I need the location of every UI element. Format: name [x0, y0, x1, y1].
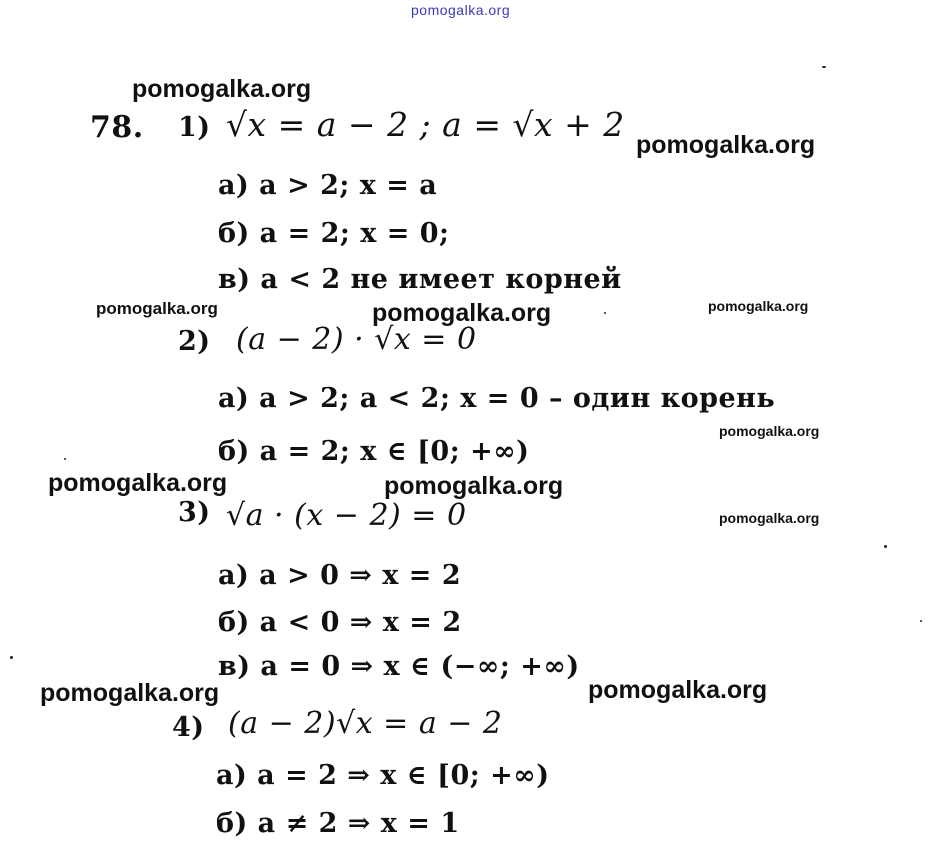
part1-case-v: в) a < 2 не имеет корней [218, 264, 622, 295]
watermark: pomogalka.org [588, 676, 768, 704]
scan-speck [10, 656, 13, 659]
watermark: pomogalka.org [708, 298, 809, 314]
task-number: 78. [90, 110, 144, 145]
watermark: pomogalka.org [48, 469, 228, 497]
watermark: pomogalka.org [384, 472, 564, 500]
part2-equation: (a − 2) · √x = 0 [236, 322, 477, 357]
part3-head: 3) [178, 497, 211, 528]
part4-head: 4) [172, 712, 205, 743]
watermark: pomogalka.org [40, 679, 220, 707]
watermark: pomogalka.org [719, 423, 820, 439]
part1-case-a: а) a > 2; x = a [218, 170, 438, 201]
watermark: pomogalka.org [719, 510, 820, 526]
scan-speck [822, 66, 826, 68]
part1-case-b: б) a = 2; x = 0; [218, 218, 450, 249]
part2-head: 2) [178, 326, 211, 357]
scan-speck [604, 312, 606, 314]
watermark: pomogalka.org [96, 299, 218, 318]
part1-equation: √x = a − 2 ; a = √x + 2 [226, 105, 625, 144]
scan-speck [64, 458, 66, 460]
scan-speck [920, 620, 922, 622]
scan-speck [884, 545, 887, 548]
part4-equation: (a − 2)√x = a − 2 [228, 706, 503, 741]
part3-case-a: а) a > 0 ⇒ x = 2 [218, 560, 462, 591]
watermark-top: pomogalka.org [411, 2, 511, 18]
watermark: pomogalka.org [636, 131, 816, 159]
watermark: pomogalka.org [372, 299, 552, 327]
part4-case-b: б) a ≠ 2 ⇒ x = 1 [216, 808, 460, 839]
part2-case-a: а) a > 2; a < 2; x = 0 – один корень [218, 383, 776, 414]
part3-equation: √a · (x − 2) = 0 [226, 498, 467, 533]
part1-head: 1) [178, 112, 211, 143]
watermark: pomogalka.org [132, 75, 312, 103]
part4-case-a: а) a = 2 ⇒ x ∈ [0; +∞) [216, 760, 550, 791]
part3-case-v: в) a = 0 ⇒ x ∈ (−∞; +∞) [218, 651, 580, 682]
part3-case-b: б) a < 0 ⇒ x = 2 [218, 607, 462, 638]
part2-case-b: б) a = 2; x ∈ [0; +∞) [218, 436, 530, 467]
